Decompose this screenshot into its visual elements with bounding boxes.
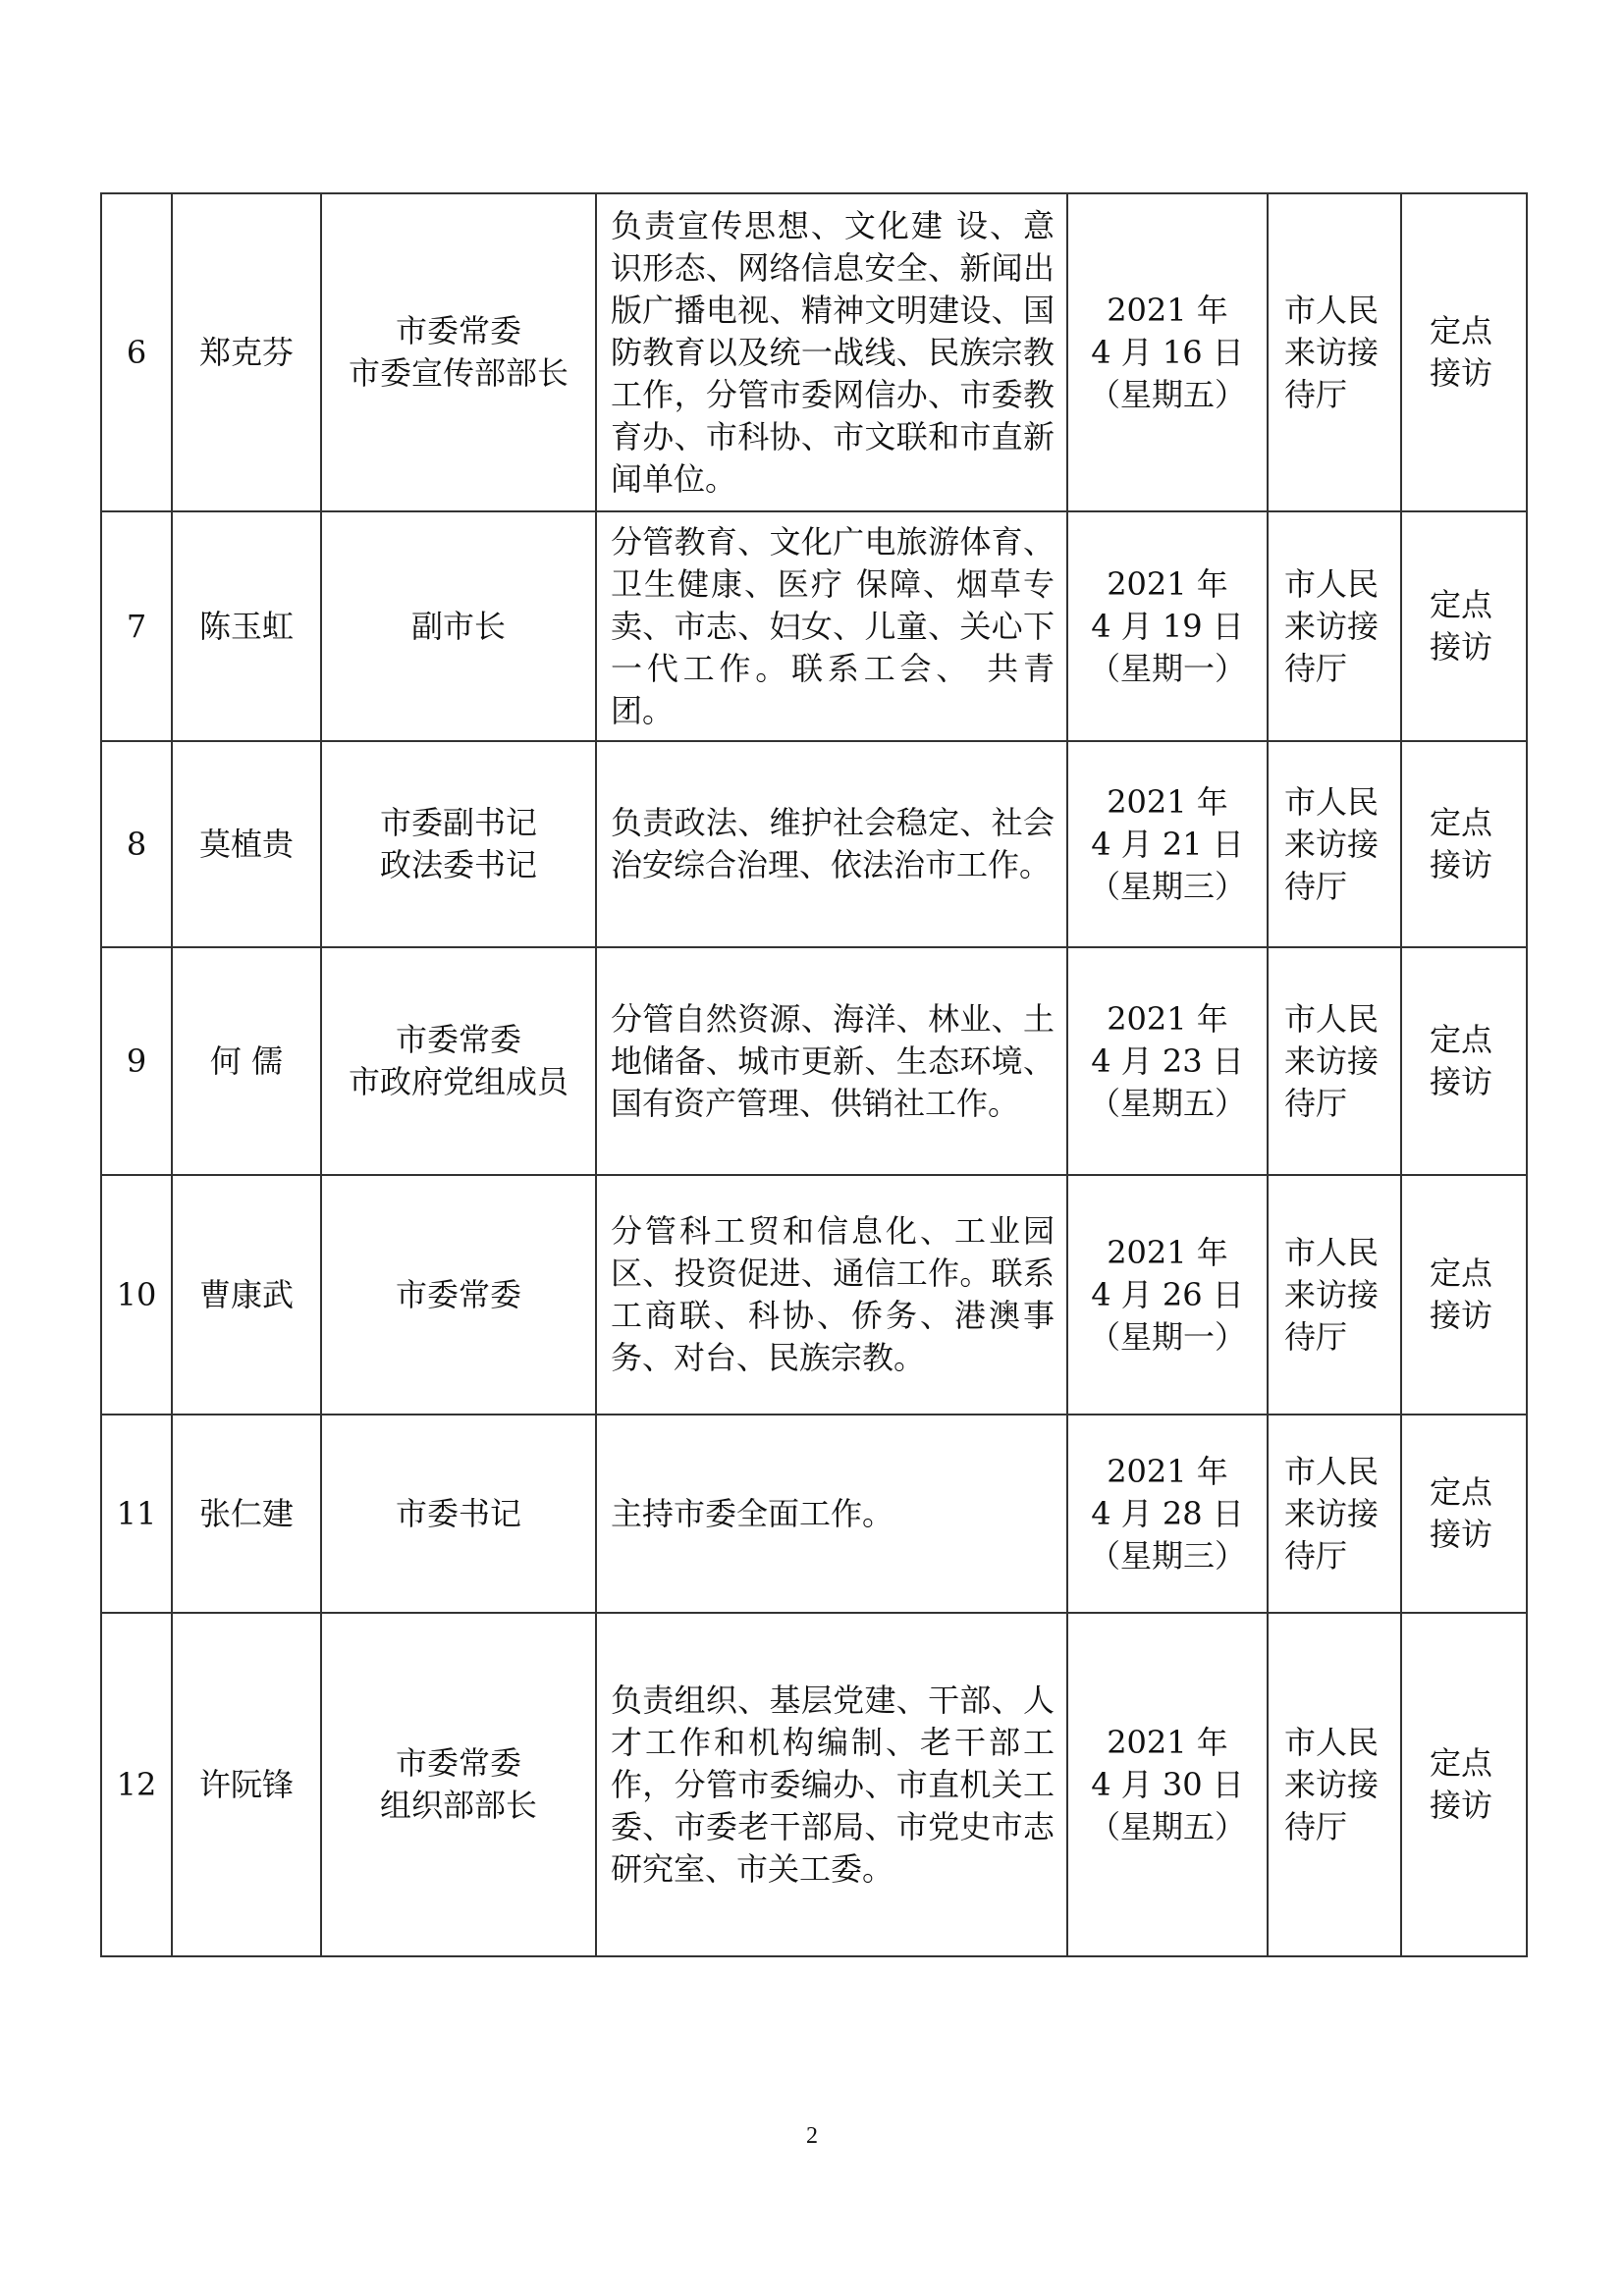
reception-date-line: 4 月 19 日 (1091, 607, 1244, 645)
table-row (101, 1415, 1527, 1613)
reception-mode-line: 定点 (1430, 1744, 1493, 1782)
official-name: 曹康武 (172, 1175, 321, 1415)
reception-date (1067, 511, 1268, 741)
reception-date-line: 2021 年 (1107, 782, 1228, 821)
reception-place (1268, 1415, 1401, 1613)
reception-place (1268, 1175, 1401, 1415)
reception-place-line: 市人民 (1284, 999, 1380, 1038)
official-title (321, 511, 596, 741)
reception-date-line: （星期三） (1088, 1536, 1246, 1575)
official-title (321, 947, 596, 1175)
reception-place-line: 来访接 (1284, 1765, 1380, 1803)
row-number: 10 (101, 1175, 172, 1415)
reception-date-line: （星期五） (1088, 1084, 1246, 1122)
reception-place-line: 市人民 (1284, 1233, 1380, 1271)
reception-date (1067, 1175, 1268, 1415)
table-row (101, 947, 1527, 1175)
reception-mode-line: 定点 (1430, 1255, 1493, 1292)
reception-place-line: 待厅 (1284, 1317, 1348, 1356)
table-row (101, 741, 1527, 947)
reception-place-line: 待厅 (1284, 1536, 1348, 1575)
reception-date-line: （星期一） (1088, 1317, 1246, 1356)
official-title-line: 市委副书记 (379, 804, 537, 841)
reception-date-line: （星期五） (1088, 1807, 1246, 1845)
official-title-line: 副市长 (410, 607, 506, 645)
official-title-line: 市委常委 (395, 312, 521, 349)
reception-place-line: 待厅 (1284, 1807, 1348, 1845)
reception-date-line: 2021 年 (1107, 1233, 1228, 1271)
reception-date-line: 2021 年 (1107, 564, 1228, 603)
official-title (321, 1415, 596, 1613)
reception-mode (1401, 741, 1527, 947)
reception-date (1067, 947, 1268, 1175)
reception-place-line: 待厅 (1284, 867, 1348, 905)
reception-mode (1401, 1175, 1527, 1415)
reception-mode (1401, 1613, 1527, 1956)
reception-date-line: 4 月 16 日 (1091, 333, 1244, 371)
reception-mode (1401, 511, 1527, 741)
reception-mode-line: 定点 (1430, 586, 1493, 623)
reception-place-line: 来访接 (1284, 607, 1380, 645)
reception-place-line: 来访接 (1284, 825, 1380, 863)
duty-description: 分管自然资源、海洋、林业、土地储备、城市更新、生态环境、国有资产管理、供销社工作。 (596, 947, 1067, 1175)
official-name: 莫植贵 (172, 741, 321, 947)
duty-description: 主持市委全面工作。 (596, 1415, 1067, 1613)
reception-schedule-table (100, 192, 1528, 1957)
official-title-line: 组织部部长 (379, 1787, 537, 1824)
row-number: 11 (101, 1415, 172, 1613)
reception-mode-line: 接访 (1430, 1297, 1493, 1334)
table-row (101, 1613, 1527, 1956)
official-name: 许阮锋 (172, 1613, 321, 1956)
official-title-line: 市委常委 (395, 1744, 521, 1782)
reception-mode (1401, 193, 1527, 511)
page-number: 2 (806, 2123, 818, 2149)
official-title-line: 市委常委 (395, 1275, 521, 1313)
reception-place-line: 来访接 (1284, 333, 1380, 371)
reception-place (1268, 511, 1401, 741)
reception-mode-line: 定点 (1430, 1473, 1493, 1511)
reception-place-line: 市人民 (1284, 1452, 1380, 1490)
reception-date-line: 4 月 28 日 (1091, 1494, 1244, 1532)
reception-place (1268, 1613, 1401, 1956)
reception-date (1067, 193, 1268, 511)
row-number: 12 (101, 1613, 172, 1956)
reception-place-line: 待厅 (1284, 1084, 1348, 1122)
duty-description: 分管教育、文化广电旅游体育、卫生健康、医疗 保障、烟草专卖、市志、妇女、儿童、关心下一代工作。联系工会、 共青团。 (596, 511, 1067, 741)
reception-mode-line: 定点 (1430, 1021, 1493, 1058)
reception-place-line: 市人民 (1284, 1723, 1380, 1761)
reception-place-line: 市人民 (1284, 782, 1380, 821)
reception-mode-line: 接访 (1430, 1063, 1493, 1100)
reception-date-line: （星期三） (1088, 867, 1246, 905)
row-number: 9 (101, 947, 172, 1175)
reception-place-line: 来访接 (1284, 1041, 1380, 1080)
official-title (321, 193, 596, 511)
official-title (321, 1613, 596, 1956)
reception-mode-line: 定点 (1430, 312, 1493, 349)
official-name: 何 儒 (172, 947, 321, 1175)
reception-place (1268, 947, 1401, 1175)
duty-description: 负责组织、基层党建、干部、人才工作和机构编制、老干部工作，分管市委编办、市直机关工委、市委老干部局、市党史市志研究室、市关工委。 (596, 1613, 1067, 1956)
official-name: 张仁建 (172, 1415, 321, 1613)
table-body (101, 193, 1527, 1956)
reception-date-line: 4 月 21 日 (1091, 825, 1244, 863)
duty-description: 负责宣传思想、文化建 设、意识形态、网络信息安全、新闻出版广播电视、精神文明建设、国防教育以及统一战线、民族宗教工作，分管市委网信办、市委教育办、市科协、市文联和市直新闻单位。 (596, 193, 1067, 511)
official-title-line: 市政府党组成员 (348, 1063, 568, 1100)
official-title-line: 市委书记 (395, 1494, 521, 1532)
official-title-line: 市委常委 (395, 1021, 521, 1058)
official-title (321, 1175, 596, 1415)
reception-date (1067, 741, 1268, 947)
duty-description: 负责政法、维护社会稳定、社会治安综合治理、依法治市工作。 (596, 741, 1067, 947)
table-row (101, 1175, 1527, 1415)
reception-place-line: 来访接 (1284, 1494, 1380, 1532)
table-row (101, 511, 1527, 741)
reception-date-line: 2021 年 (1107, 291, 1228, 329)
reception-date-line: 2021 年 (1107, 999, 1228, 1038)
reception-mode-line: 接访 (1430, 1787, 1493, 1824)
reception-date-line: （星期一） (1088, 649, 1246, 687)
reception-date-line: （星期五） (1088, 375, 1246, 413)
reception-mode (1401, 947, 1527, 1175)
reception-place (1268, 741, 1401, 947)
reception-date-line: 4 月 26 日 (1091, 1275, 1244, 1313)
reception-date (1067, 1415, 1268, 1613)
row-number: 7 (101, 511, 172, 741)
reception-date-line: 4 月 30 日 (1091, 1765, 1244, 1803)
reception-place-line: 市人民 (1284, 564, 1380, 603)
official-name: 陈玉虹 (172, 511, 321, 741)
reception-place-line: 来访接 (1284, 1275, 1380, 1313)
reception-mode-line: 接访 (1430, 846, 1493, 883)
reception-place (1268, 193, 1401, 511)
reception-mode-line: 接访 (1430, 628, 1493, 666)
reception-mode (1401, 1415, 1527, 1613)
official-title (321, 741, 596, 947)
reception-place-line: 待厅 (1284, 649, 1348, 687)
reception-date-line: 2021 年 (1107, 1452, 1228, 1490)
reception-place-line: 待厅 (1284, 375, 1348, 413)
reception-mode-line: 接访 (1430, 354, 1493, 392)
table-row (101, 193, 1527, 511)
duty-description: 分管科工贸和信息化、工业园区、投资促进、通信工作。联系工商联、科协、侨务、港澳事务、对台、民族宗教。 (596, 1175, 1067, 1415)
reception-date-line: 2021 年 (1107, 1723, 1228, 1761)
official-title-line: 政法委书记 (379, 846, 537, 883)
reception-date-line: 4 月 23 日 (1091, 1041, 1244, 1080)
reception-mode-line: 接访 (1430, 1516, 1493, 1553)
official-name: 郑克芬 (172, 193, 321, 511)
reception-date (1067, 1613, 1268, 1956)
row-number: 8 (101, 741, 172, 947)
row-number: 6 (101, 193, 172, 511)
reception-place-line: 市人民 (1284, 291, 1380, 329)
official-title-line: 市委宣传部部长 (348, 354, 568, 392)
reception-mode-line: 定点 (1430, 804, 1493, 841)
